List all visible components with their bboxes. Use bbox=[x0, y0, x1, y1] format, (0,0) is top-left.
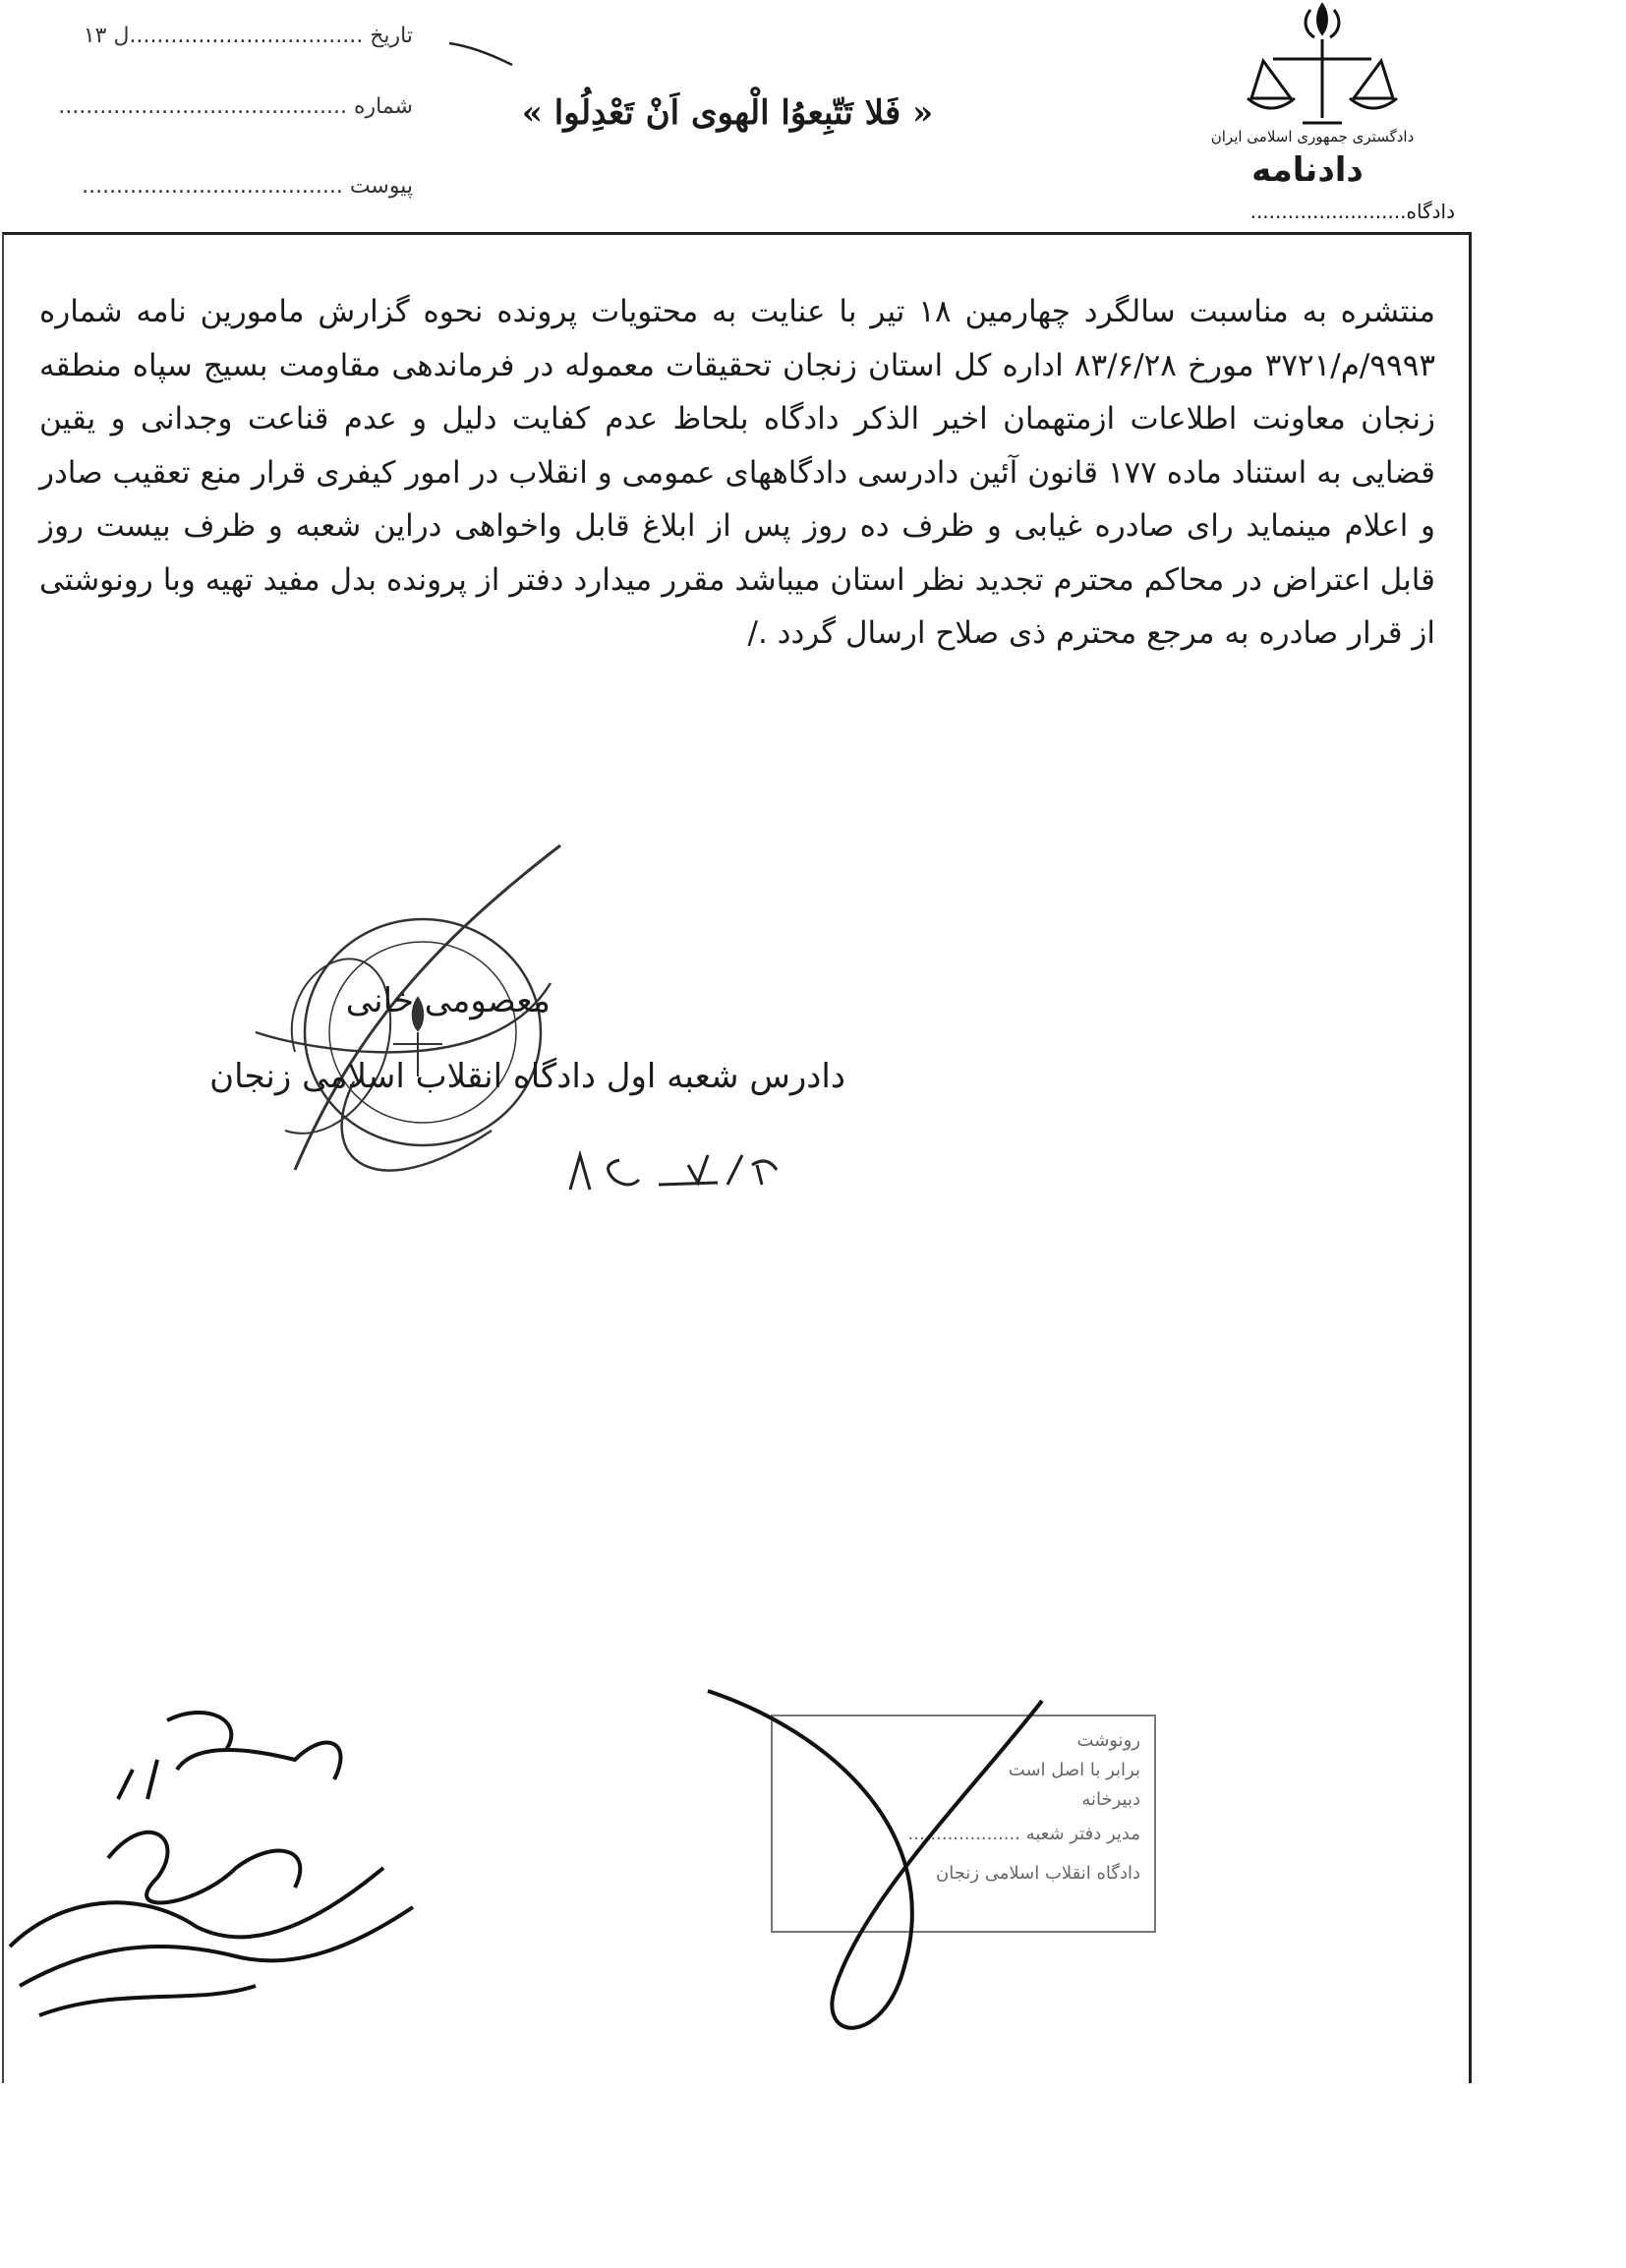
judge-title: دادرس شعبه اول دادگاه انقلاب اسلامی زنجان bbox=[209, 1057, 845, 1096]
organization-name: دادگستری جمهوری اسلامی ایران bbox=[1210, 128, 1415, 145]
header-motto: « فَلا تَتّبِعوُا الْهوی اَنْ تَعْدِلُوا » bbox=[521, 93, 934, 133]
document-title: دادنامه bbox=[1251, 150, 1364, 190]
loop-signature bbox=[688, 1671, 1101, 2074]
handwritten-signature bbox=[0, 1691, 462, 2045]
stamp-line: مدیر دفتر شعبه .................... bbox=[907, 1824, 1140, 1844]
court-field: دادگاه......................... bbox=[1249, 200, 1455, 223]
number-field: شماره .......................................... bbox=[58, 94, 413, 119]
attachment-field: پیوست ...................................... bbox=[82, 174, 413, 199]
ruling-text: منتشره به مناسبت سالگرد چهارمین ۱۸ تیر با عنایت به محتویات پرونده نحوه گزارش مامورین نامه شماره ۹۹۹۳/م/۳۷۲۱ مورخ ۸۳/۶/۲۸ اداره کل استان زنجان تحقیقات معموله در فرماندهی مقاومت بسیج سپاه منطقه زنجان معاونت اطلاعات ازمتهمان اخیر الذکر دادگاه بلحاظ عدم کفایت دلیل و عدم قناعت وجدانی و یقین قضایی به استناد ماده ۱۷۷ قانون آئین دادرسی دادگاههای عمومی و انقلاب در امور کیفری قرار منع تعقیب صادر و اعلام مینماید رای صادره غیابی و ظرف ده روز پس از ابلاغ قابل واخواهی دراین شعبه و ظرف بیست روز قابل اعتراض در محاکم محترم تجدید نظر استان میباشد مقرر میدارد دفتر از پرونده بدل مفید تهیه وبا رونوشتی از قرار صادره به مرجع محترم ذی صلاح ارسال گردد ./ bbox=[39, 294, 1436, 651]
judiciary-emblem bbox=[1234, 0, 1411, 138]
judge-name: معصومی خانی bbox=[345, 981, 551, 1020]
stamp-line: برابر با اصل است bbox=[1008, 1760, 1140, 1780]
date-field: تاریخ ..................................ل ۱۳ bbox=[83, 24, 413, 48]
stamp-line: دادگاه انقلاب اسلامی زنجان bbox=[936, 1863, 1140, 1884]
stamp-line: دبیرخانه bbox=[1081, 1789, 1140, 1810]
pen-stroke bbox=[447, 39, 516, 69]
stamp-line: رونوشت bbox=[1076, 1730, 1140, 1751]
handwritten-date bbox=[560, 1135, 806, 1204]
